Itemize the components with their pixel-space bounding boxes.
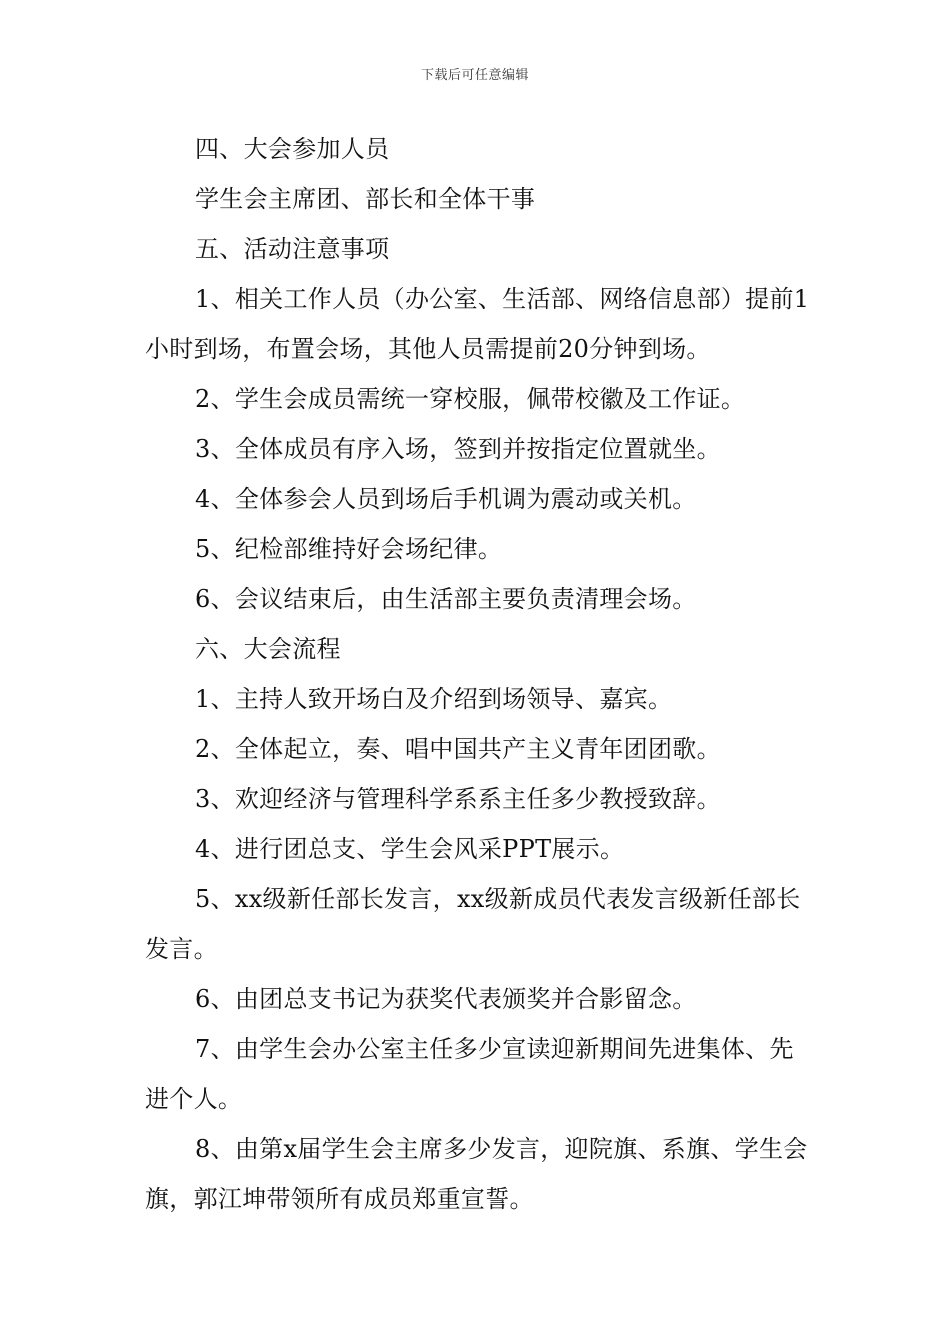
note-item-5: 5、纪检部维持好会场纪律。 xyxy=(195,535,503,563)
page-header-note: 下载后可任意编辑 xyxy=(420,68,529,83)
section-heading-attendees: 四、大会参加人员 xyxy=(195,135,390,163)
note-item-4: 4、全体参会人员到场后手机调为震动或关机。 xyxy=(195,485,697,513)
section-heading-procedure: 六、大会流程 xyxy=(195,635,341,663)
procedure-item-5: 5、xx级新任部长发言，xx级新成员代表发言级新任部长发言。 xyxy=(145,885,801,963)
procedure-item-1: 1、主持人致开场白及介绍到场领导、嘉宾。 xyxy=(195,685,673,713)
note-item-6: 6、会议结束后，由生活部主要负责清理会场。 xyxy=(195,585,697,613)
procedure-item-3: 3、欢迎经济与管理科学系系主任多少教授致辞。 xyxy=(195,785,721,813)
procedure-item-7: 7、由学生会办公室主任多少宣读迎新期间先进集体、先进个人。 xyxy=(145,1035,794,1113)
document-body xyxy=(145,124,810,1224)
procedure-item-8: 8、由第x届学生会主席多少发言，迎院旗、系旗、学生会旗，郭江坤带领所有成员郑重宣誓。 xyxy=(145,1135,808,1213)
attendees-text: 学生会主席团、部长和全体干事 xyxy=(195,185,536,213)
note-item-1: 1、相关工作人员（办公室、生活部、网络信息部）提前1小时到场，布置会场，其他人员需提前20分钟到场。 xyxy=(145,285,810,363)
procedure-item-4: 4、进行团总支、学生会风采PPT展示。 xyxy=(195,835,625,863)
note-item-2: 2、学生会成员需统一穿校服，佩带校徽及工作证。 xyxy=(195,385,746,413)
procedure-item-6: 6、由团总支书记为获奖代表颁奖并合影留念。 xyxy=(195,985,697,1013)
procedure-item-2: 2、全体起立，奏、唱中国共产主义青年团团歌。 xyxy=(195,735,721,763)
note-item-3: 3、全体成员有序入场，签到并按指定位置就坐。 xyxy=(195,435,721,463)
section-heading-notes: 五、活动注意事项 xyxy=(195,235,390,263)
